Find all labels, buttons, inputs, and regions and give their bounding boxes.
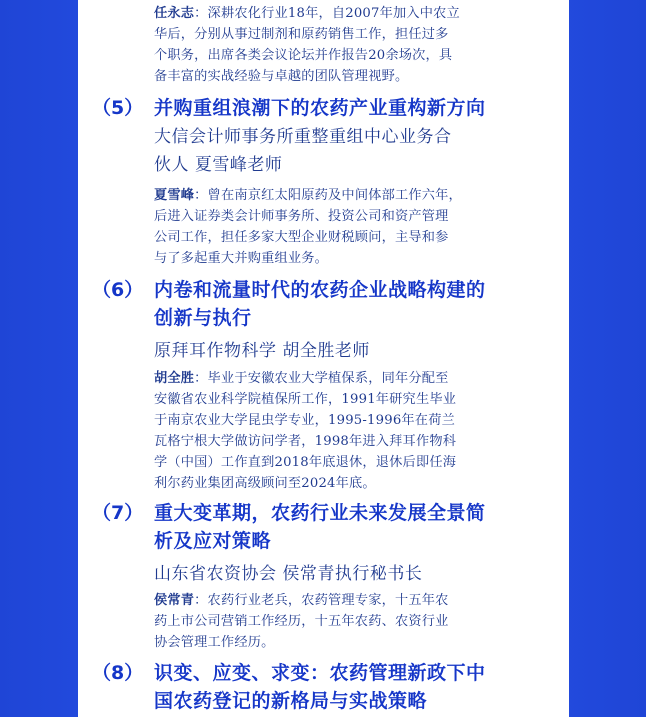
item-title-7: 重大变革期，农药行业未来发展全景简 析及应对策略 <box>154 502 486 552</box>
bio-name: 任永志 <box>154 6 195 21</box>
bio-line: 华后，分别从事过制剂和原药销售工作，担任过多 <box>154 27 449 42</box>
item-speaker-7: 山东省农资协会 侯常青执行秘书长 <box>154 564 423 584</box>
item-number-5: （5） <box>92 97 144 119</box>
item-speaker-6: 原拜耳作物科学 胡全胜老师 <box>154 341 370 361</box>
speaker-bio-6: 胡全胜：毕业于安徽农业大学植保系，同年分配至 安徽省农业科学院植保所工作，1991年研究生毕业 于南京农业大学昆虫学专业，1995-1996年在荷兰 瓦格宁根大学做访问学者，1998年进入拜耳作物科 学（中国）工作直到2018年底退休，退休后即任海 利尔药业集团高级顾问至2024年底。 <box>154 371 457 491</box>
bio-line: 个职务，出席各类会议论坛并作报告20余场次，具 <box>154 48 453 63</box>
item-title-6: 内卷和流量时代的农药企业战略构建的 创新与执行 <box>154 279 486 329</box>
item-number-8: （8） <box>92 662 144 684</box>
bio-name: 夏雪峰 <box>154 188 195 203</box>
speaker-bio-7: 侯常青：农药行业老兵，农药管理专家，十五年农 药上市公司营销工作经历，十五年农药、农资行业 协会管理工作经历。 <box>154 593 449 650</box>
item-number-7: （7） <box>92 502 144 524</box>
bio-name: 胡全胜 <box>154 371 195 386</box>
item-title-5: 并购重组浪潮下的农药产业重构新方向 <box>154 97 486 119</box>
agenda-card <box>78 0 569 717</box>
bio-line: ：深耕农化行业18年，自2007年加入中农立 <box>194 6 460 21</box>
speaker-bio-0 <box>154 3 460 87</box>
speaker-bio-5: 夏雪峰：曾在南京红太阳原药及中间体部工作六年， 后进入证券类会计师事务所、投资公司和资产管理 公司工作，担任多家大型企业财税顾问，主导和参 与了多起重大并购重组业务。 <box>154 188 462 266</box>
item-title-8: 识变、应变、求变：农药管理新政下中 国农药登记的新格局与实战策略 <box>154 662 486 712</box>
item-speaker-5: 大信会计师事务所重整重组中心业务合 伙人 夏雪峰老师 <box>154 127 452 175</box>
item-number-6: （6） <box>92 279 144 301</box>
bio-line: 备丰富的实战经验与卓越的团队管理视野。 <box>154 69 409 84</box>
bio-name: 侯常青 <box>154 593 195 608</box>
